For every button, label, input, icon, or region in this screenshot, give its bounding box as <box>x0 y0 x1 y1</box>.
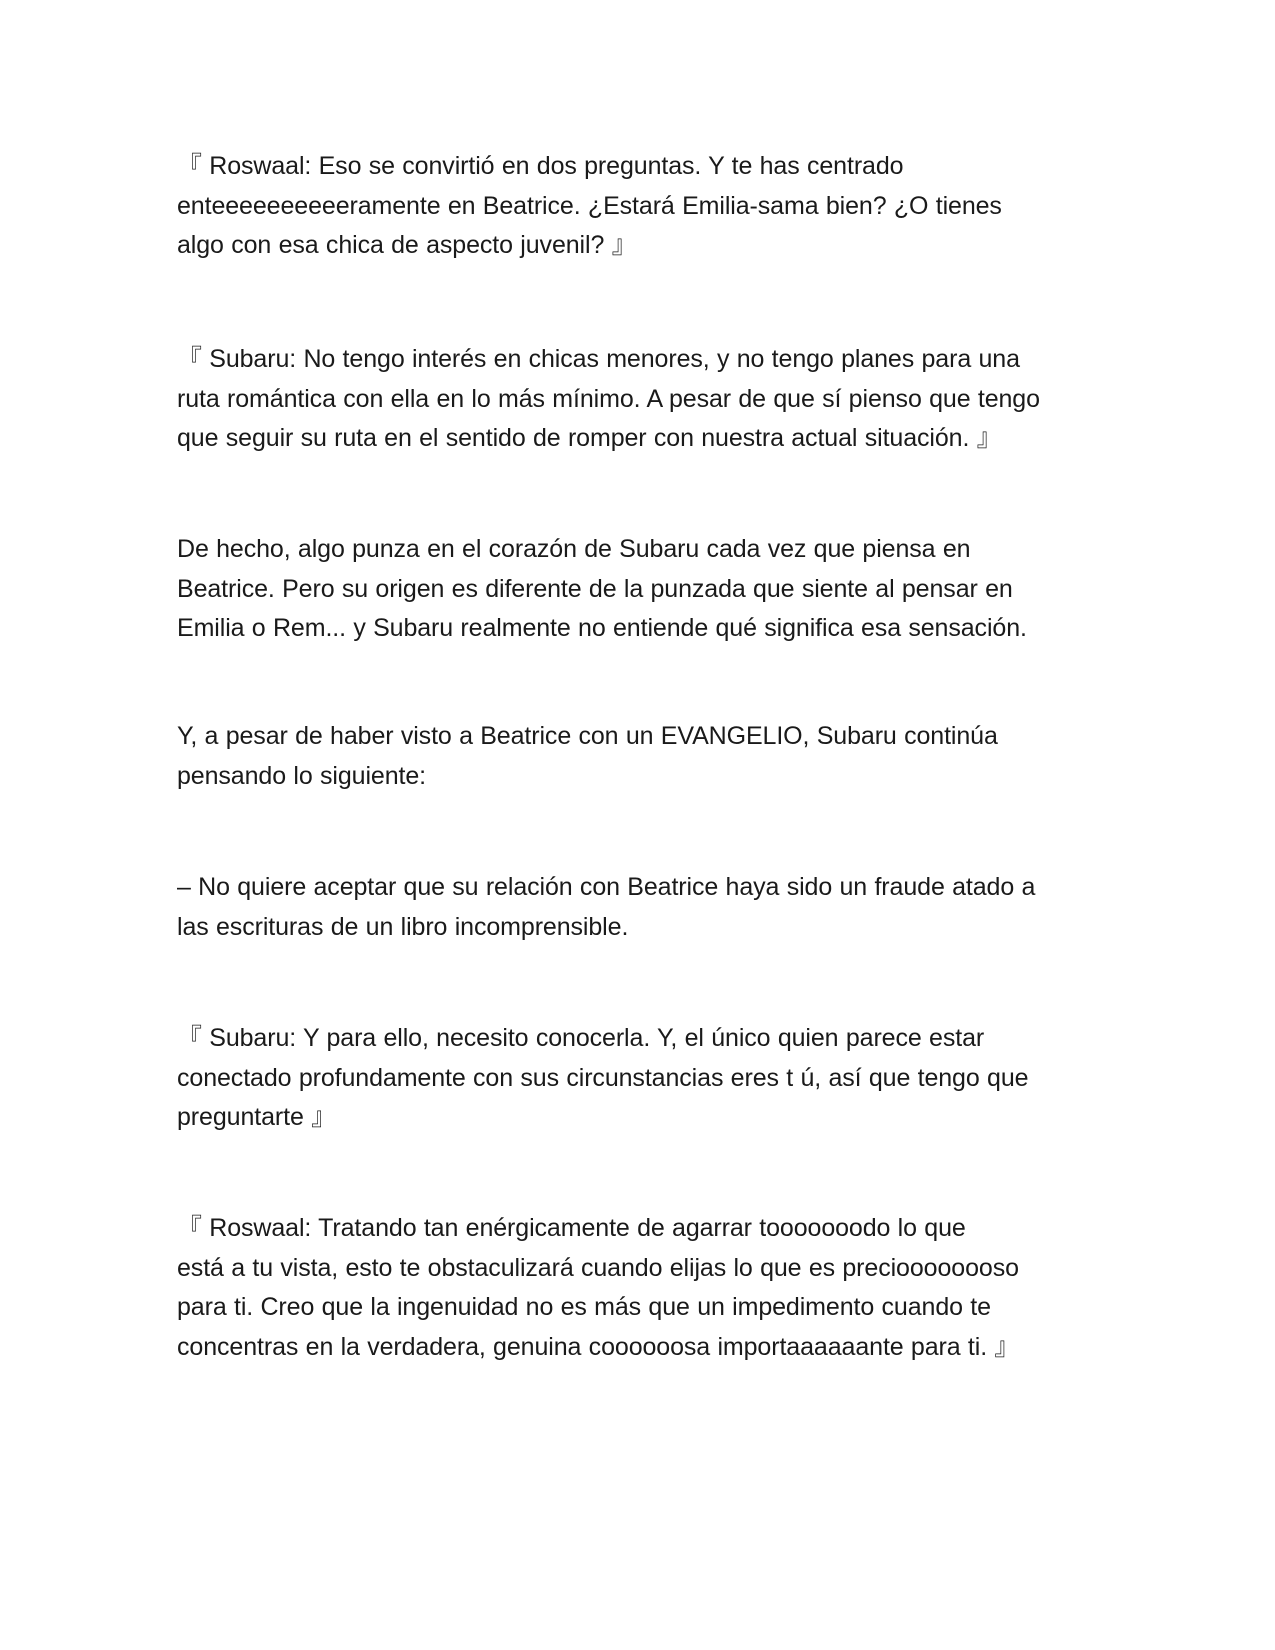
paragraph-narration-evangelio <box>177 717 1112 796</box>
text-line: Beatrice. Pero su origen es diferente de la punzada que siente al pensar en <box>177 574 1013 603</box>
paragraph-roswaal-question <box>177 147 1112 266</box>
text-line: conectado profundamente con sus circunstancias eres t ú, así que tengo que <box>177 1063 1029 1092</box>
text-line: 『 Subaru: No tengo interés en chicas menores, y no tengo planes para una <box>177 345 1020 373</box>
paragraph-narration-feeling <box>177 530 1112 649</box>
text-line: para ti. Creo que la ingenuidad no es más que un impedimento cuando te <box>177 1293 991 1321</box>
text-line: 『 Roswaal: Tratando tan enérgicamente de agarrar tooooooodo lo que <box>177 1214 966 1242</box>
text-line: 『 Subaru: Y para ello, necesito conocerla. Y, el único quien parece estar <box>177 1024 985 1052</box>
text-line: enteeeeeeeeeeramente en Beatrice. ¿Estará Emilia-sama bien? ¿O tienes <box>177 191 1002 220</box>
text-line: 『 Roswaal: Eso se convirtió en dos preguntas. Y te has centrado <box>177 152 904 180</box>
text-line: – No quiere aceptar que su relación con Beatrice haya sido un fraude atado a <box>177 873 1036 901</box>
text-line: Emilia o Rem... y Subaru realmente no entiende qué significa esa sensación. <box>177 614 1027 642</box>
text-line: pensando lo siguiente: <box>177 761 426 790</box>
text-line: concentras en la verdadera, genuina coooooosa importaaaaaante para ti. 』 <box>177 1332 1020 1361</box>
text-line: preguntarte 』 <box>177 1103 337 1131</box>
paragraph-narration-fraud <box>177 868 1112 947</box>
text-line: que seguir su ruta en el sentido de romper con nuestra actual situación. 』 <box>177 424 1002 452</box>
text-line: está a tu vista, esto te obstaculizará cuando elijas lo que es precioooooooso <box>177 1253 1019 1282</box>
paragraph-subaru-reply <box>177 340 1112 459</box>
paragraph-subaru-request <box>177 1019 1112 1138</box>
paragraph-roswaal-advice <box>177 1209 1112 1367</box>
text-line: De hecho, algo punza en el corazón de Subaru cada vez que piensa en <box>177 535 971 563</box>
text-line: las escrituras de un libro incomprensible. <box>177 912 629 941</box>
text-line: algo con esa chica de aspecto juvenil? 』 <box>177 231 637 259</box>
text-line: ruta romántica con ella en lo más mínimo. A pesar de que sí pienso que tengo <box>177 384 1040 413</box>
text-line: Y, a pesar de haber visto a Beatrice con un EVANGELIO, Subaru continúa <box>177 722 998 750</box>
